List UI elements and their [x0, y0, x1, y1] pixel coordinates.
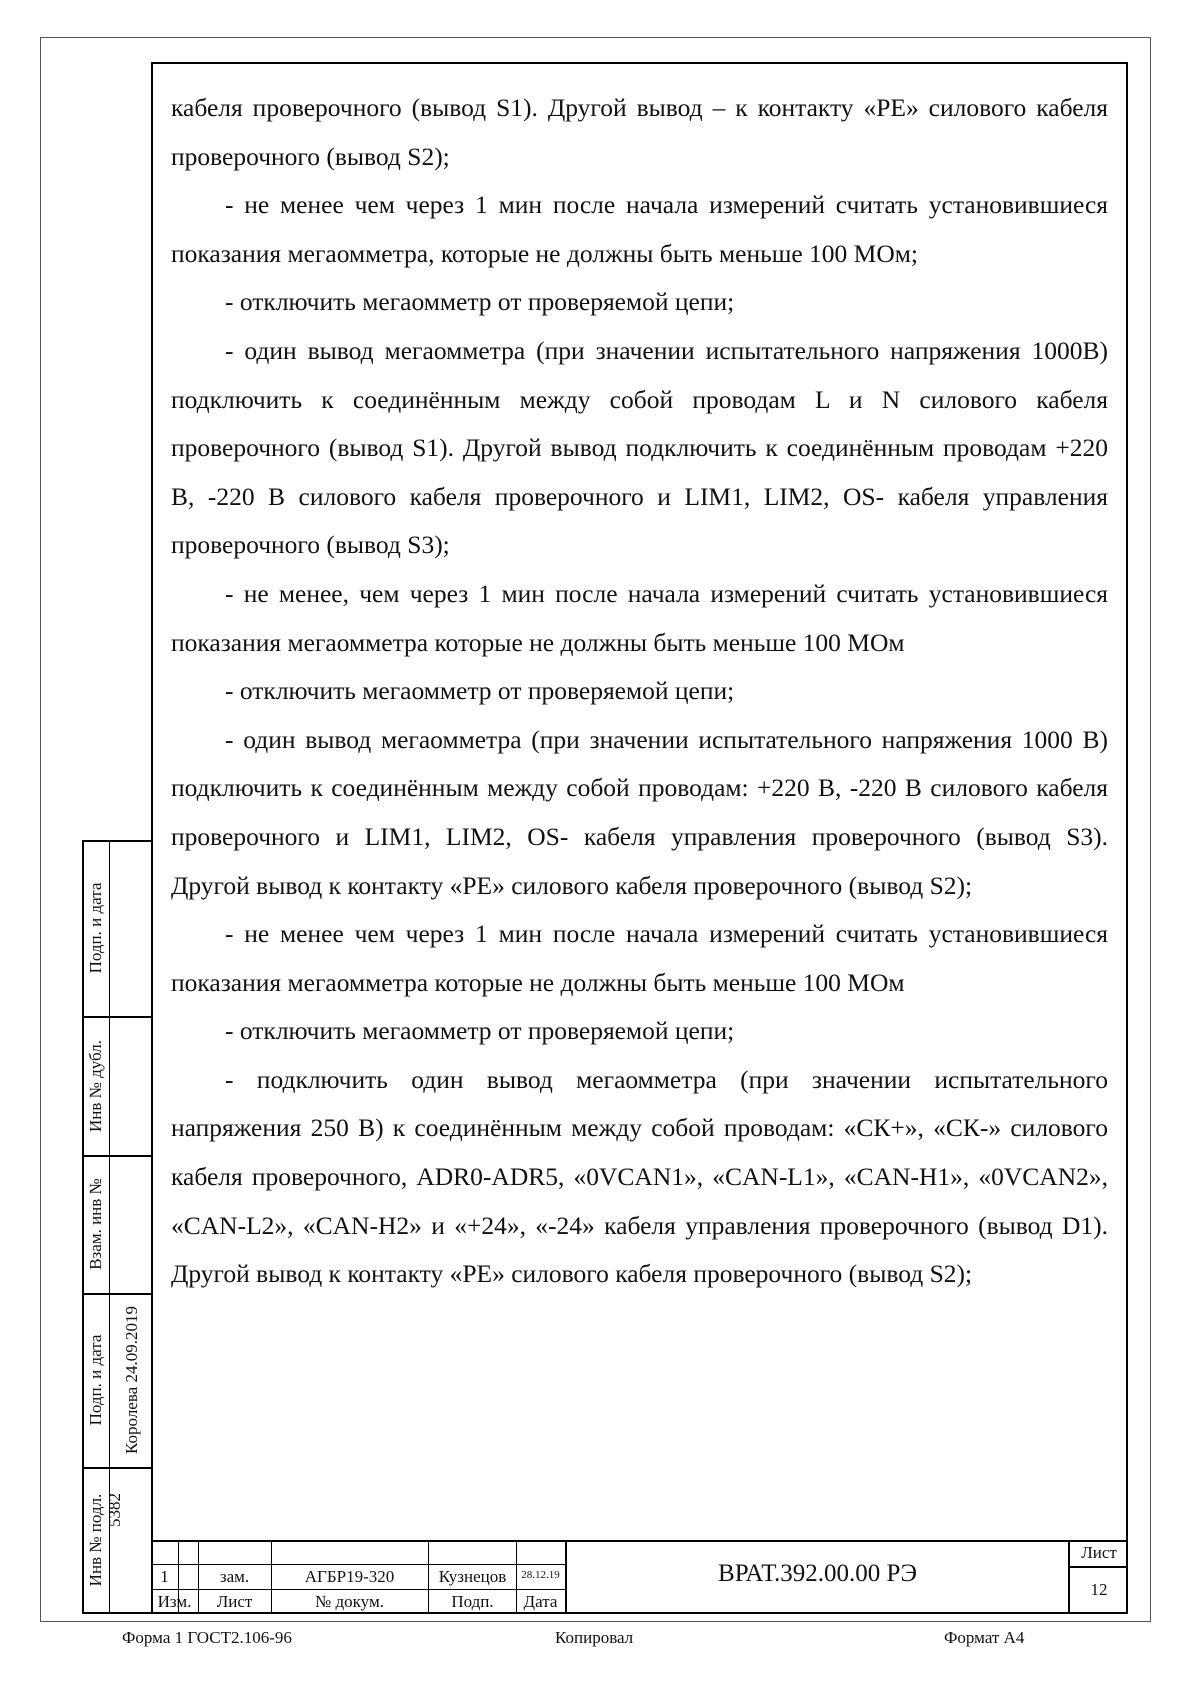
stamp-signature: Королева 24.09.2019 [122, 1306, 141, 1454]
tb-row-line [1068, 1566, 1128, 1568]
footer-copied: Копировал [555, 1628, 634, 1647]
footer-format: Формат А4 [944, 1628, 1025, 1647]
tb-header-podp: Подп. [451, 1592, 494, 1611]
stamp-inv-podl-value: 5382 [105, 1493, 124, 1527]
tb-dokum-value: АГБР19-320 [304, 1567, 395, 1586]
tb-izm-value: 1 [160, 1567, 169, 1586]
paragraph: - один вывод мегаомметра (при значении испытательного напряжения 1000 В) подключить к соединённым между собой проводам: +220 В, -220 В силового кабеля проверочного и LIM1, LIM2, OS- кабеля управления проверочного (вывод S3). Другой вывод к контакту «РЕ» силового кабеля проверочного (вывод S2); [171, 724, 1108, 900]
tb-list-value: зам. [219, 1567, 250, 1586]
side-divider [82, 1467, 151, 1469]
side-divider [82, 1155, 151, 1157]
tb-podp-value: Кузнецов [438, 1567, 507, 1586]
paragraph: - не менее чем через 1 мин после начала измерений считать установившиеся показания мегаомметра которые не должны быть меньше 100 МОм [171, 919, 1108, 997]
document-designation: ВРАТ.392.00.00 РЭ [718, 1560, 917, 1587]
tb-row-line [151, 1589, 566, 1590]
tb-header-dokum: № докум. [315, 1592, 384, 1611]
tb-header-izm: Изм. [157, 1592, 192, 1611]
paragraph: - один вывод мегаомметра (при значении испытательного напряжения 1000В) подключить к соединённым между собой проводам L и N силового кабеля проверочного (вывод S1). Другой вывод подключить к соединённым проводам +220 В, -220 В силового кабеля проверочного и LIM1, LIM2, OS- кабеля управления проверочного (вывод S3); [171, 335, 1108, 560]
stamp-podp-data-bottom: Подп. и дата [86, 1334, 105, 1426]
tb-sheet-label: Лист [1081, 1543, 1117, 1562]
paragraph: - не менее, чем через 1 мин после начала измерений считать установившиеся показания мегаомметра которые не должны быть меньше 100 МОм [171, 578, 1108, 657]
stamp-vzam-inv: Взам. инв № [86, 1178, 105, 1270]
tb-data-value: 28.12.19 [521, 1569, 560, 1581]
stamp-inv-podl: Инв № подл. [86, 1493, 105, 1587]
tb-header-list: Лист [216, 1592, 253, 1611]
tb-header-data: Дата [523, 1592, 558, 1611]
tb-sheet-number: 12 [1090, 1580, 1108, 1599]
paragraph: - отключить мегаомметр от проверяемой цепи; [225, 1016, 735, 1046]
paragraph: - отключить мегаомметр от проверяемой цепи; [225, 676, 735, 706]
side-divider [82, 1293, 151, 1295]
paragraph: - не менее чем через 1 мин после начала измерений считать установившиеся показания мегаомметра, которые не должны быть меньше 100 МОм; [171, 190, 1108, 268]
stamp-podp-data-top: Подп. и дата [86, 882, 105, 974]
paragraph: - отключить мегаомметр от проверяемой цепи; [225, 287, 735, 317]
document-body [171, 84, 1108, 1299]
stamp-inv-dubl: Инв № дубл. [86, 1040, 105, 1133]
tb-row-line [151, 1564, 566, 1565]
footer-form: Форма 1 ГОСТ2.106-96 [122, 1628, 292, 1647]
paragraph: кабеля проверочного (вывод S1). Другой вывод – к контакту «РЕ» силового кабеля проверочного (вывод S2); [171, 93, 1108, 171]
side-divider [82, 1016, 151, 1018]
paragraph: - подключить один вывод мегаомметра (при значении испытательного напряжения 250 В) к соединённым между собой проводам: «СК+», «СК-» силового кабеля проверочного, ADR0-ADR5, «0VCAN1», «CAN-L1», «CAN-H1», «0VCAN2», «CAN-L2», «CAN-H2» и «+24», «-24» кабеля управления проверочного (вывод D1). Другой вывод к контакту «РЕ» силового кабеля проверочного (вывод S2); [171, 1064, 1108, 1289]
